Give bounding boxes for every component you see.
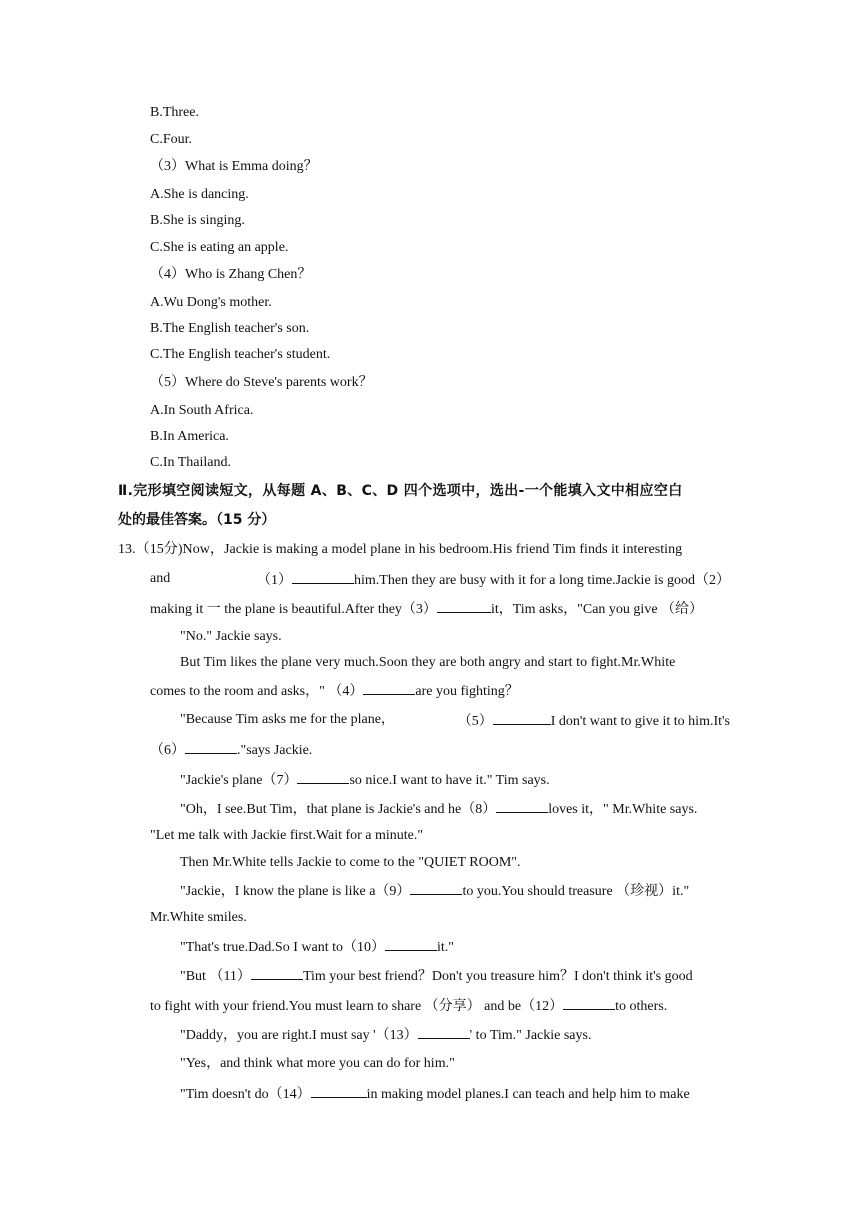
blank-9 [410, 880, 462, 895]
blank-4 [363, 680, 415, 695]
passage-p4-line2 [150, 739, 312, 761]
blank-14-group [180, 1083, 690, 1105]
blank-5 [493, 710, 551, 725]
passage-p1-line2 [150, 569, 730, 591]
text-p4-l1a: "Because Tim asks me for the plane， [180, 712, 395, 727]
text-p5a: "Jackie's plane（7） [180, 773, 298, 788]
text-p1-l3b: it，Tim asks，"Can you give （给） [490, 602, 704, 617]
text-p9a: "That's true.Dad.So I want to（10） [180, 940, 385, 955]
question-3: （3）What is Emma doing？ [150, 159, 318, 174]
q4-option-b: B.The English teacher's son. [150, 321, 310, 336]
passage-p10-line1 [180, 965, 730, 987]
blank-1 [292, 569, 354, 584]
text-p10-l2b: to others. [615, 999, 668, 1014]
blank-6 [185, 739, 237, 754]
passage-p8-line1 [180, 880, 689, 902]
text-p11a: "Daddy，you are right.I must say '（13） [180, 1028, 418, 1043]
blank-11 [251, 965, 303, 980]
text-p13b: in making model planes.I can teach and help him to make [366, 1087, 690, 1102]
section-2-heading-line1: Ⅱ.完形填空阅读短文，从每题 A、B、C、D 四个选项中，选出-一个能填入文中相应空白 [118, 483, 683, 499]
q5-option-b: B.In America. [150, 429, 229, 444]
blank-12 [563, 995, 615, 1010]
blank-8 [496, 798, 548, 813]
text-p11b: ' to Tim." Jackie says. [469, 1028, 592, 1043]
text-p10-l1b: Tim your best friend？Don't you treasure him？I don't think it's good [302, 969, 693, 984]
blank-13 [418, 1024, 470, 1039]
q4-option-c: C.The English teacher's student. [150, 347, 331, 362]
text-p8-l1b: to you.You should treasure （珍视）it." [462, 884, 690, 899]
passage-p6-line1 [180, 798, 697, 820]
blank-14 [311, 1083, 367, 1098]
text-p9b: it." [436, 940, 454, 955]
blank-5-group [458, 710, 730, 732]
passage-p3-line2 [150, 680, 519, 702]
text-p4-l1c: I don't want to give it to him.It's [550, 714, 730, 729]
passage-p1-line1: 13.（15分)Now，Jackie is making a model plane in his bedroom.His friend Tim finds it interesting [118, 542, 683, 557]
passage-p6-line2: "Let me talk with Jackie first.Wait for a minute." [150, 828, 424, 843]
passage-p11 [180, 1024, 591, 1046]
passage-p9 [180, 936, 454, 958]
passage-p4-line1 [180, 710, 730, 732]
text-p1-l3a: making it 一 the plane is beautiful.After they（3） [150, 602, 437, 617]
text-p1-l2: him.Then they are busy with it for a long time.Jackie is good（2） [354, 573, 730, 588]
passage-p10-line2 [150, 995, 667, 1017]
blank-1-number: （1） [257, 573, 293, 588]
text-p5b: so nice.I want to have it." Tim says. [349, 773, 550, 788]
section-2-heading-line2: 处的最佳答案。（15 分） [118, 512, 276, 528]
passage-p3-line1: But Tim likes the plane very much.Soon they are both angry and start to fight.Mr.White [180, 655, 676, 670]
q3-option-c: C.She is eating an apple. [150, 240, 289, 255]
passage-p7: Then Mr.White tells Jackie to come to the "QUIET ROOM". [180, 855, 521, 870]
text-p10-l1a: "But （11） [180, 969, 251, 984]
blank-10 [385, 936, 437, 951]
passage-p2: "No." Jackie says. [180, 629, 282, 644]
passage-p5 [180, 769, 550, 791]
text-and: and [150, 571, 171, 586]
q5-option-c: C.In Thailand. [150, 455, 232, 470]
text-p3-l2a: comes to the room and asks，" （4） [150, 684, 364, 699]
passage-p12: "Yes，and think what more you can do for him." [180, 1056, 455, 1071]
option-c-four: C.Four. [150, 132, 193, 147]
blank-5-number: （5） [457, 714, 493, 729]
q4-option-a: A.Wu Dong's mother. [150, 295, 272, 310]
q3-option-b: B.She is singing. [150, 213, 245, 228]
text-p6-l1b: loves it，" Mr.White says. [548, 802, 698, 817]
blank-7 [297, 769, 349, 784]
blank-1-group [257, 569, 730, 591]
passage-p13 [180, 1083, 730, 1105]
q3-option-a: A.She is dancing. [150, 187, 249, 202]
blank-3 [437, 598, 491, 613]
passage-p1-line3 [150, 598, 730, 620]
blank-11-group [180, 965, 693, 987]
blank-6-number: （6） [150, 743, 185, 758]
passage-p8-line2: Mr.White smiles. [150, 910, 247, 925]
question-4: （4）Who is Zhang Chen？ [150, 267, 312, 282]
text-p10-l2a: to fight with your friend.You must learn to share （分享） and be（12） [150, 999, 564, 1014]
option-b-three: B.Three. [150, 105, 199, 120]
question-5: （5）Where do Steve's parents work？ [150, 375, 373, 390]
q5-option-a: A.In South Africa. [150, 403, 254, 418]
text-p8-l1a: "Jackie，I know the plane is like a（9） [180, 884, 411, 899]
text-p3-l2b: are you fighting？ [415, 684, 519, 699]
blank-3-group [150, 598, 703, 620]
text-p13a: "Tim doesn't do（14） [180, 1087, 311, 1102]
text-p6-l1a: "Oh，I see.But Tim，that plane is Jackie's and he（8） [180, 802, 497, 817]
text-p4-l2b: ."says Jackie. [237, 743, 313, 758]
